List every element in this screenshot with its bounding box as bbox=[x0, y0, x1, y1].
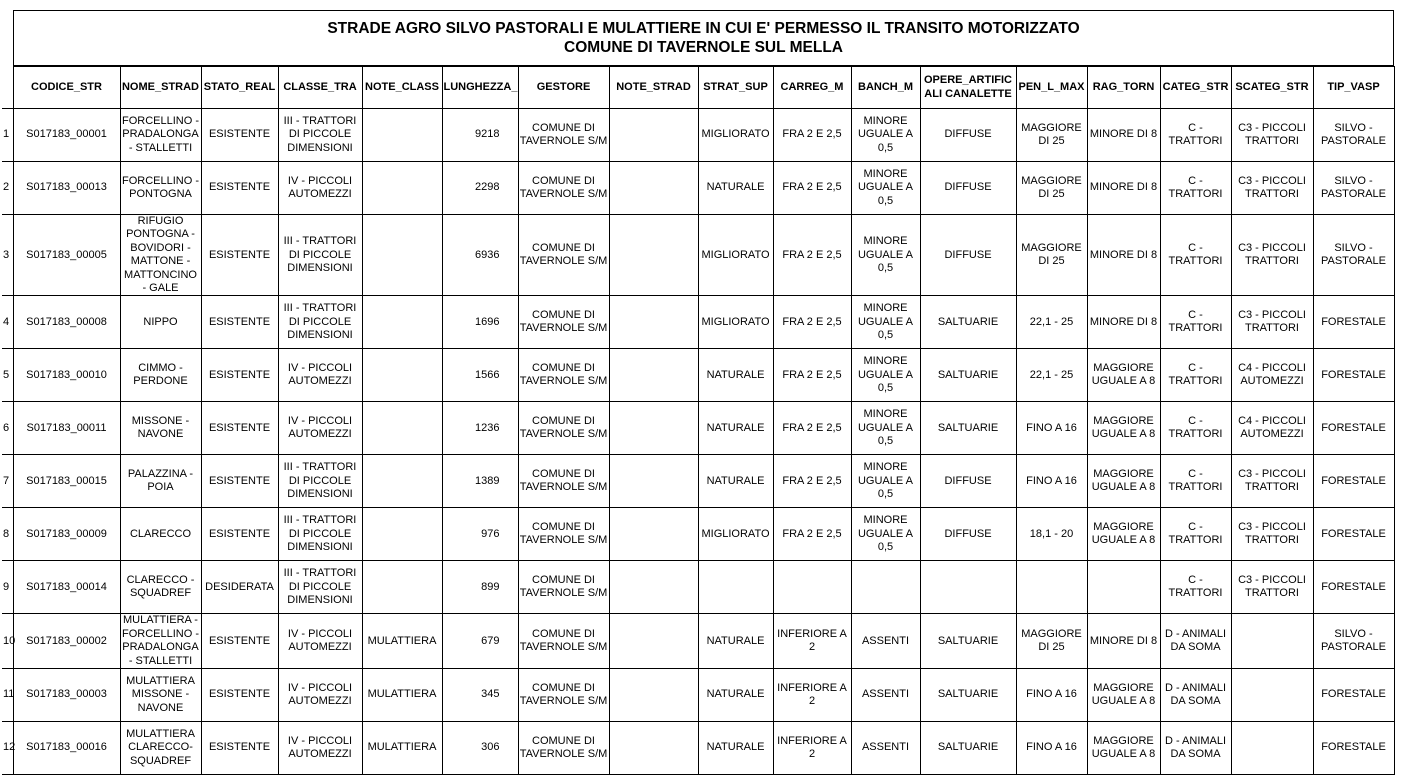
table-cell: ESISTENTE bbox=[201, 722, 278, 775]
table-cell: C - TRATTORI bbox=[1160, 109, 1231, 162]
table-cell bbox=[1231, 614, 1313, 669]
table-row bbox=[2, 109, 1394, 162]
table-cell: S017183_00001 bbox=[13, 109, 120, 162]
table-cell bbox=[609, 162, 698, 215]
table-cell: INFERIORE A 2 bbox=[773, 669, 851, 722]
document-subtitle: COMUNE DI TAVERNOLE SUL MELLA bbox=[564, 39, 843, 56]
table-row bbox=[2, 455, 1394, 508]
table-cell: SILVO - PASTORALE bbox=[1313, 109, 1394, 162]
table-cell: FRA 2 E 2,5 bbox=[773, 455, 851, 508]
table-cell: MINORE UGUALE A 0,5 bbox=[851, 402, 920, 455]
table-cell: MULATTIERA bbox=[362, 722, 442, 775]
table-cell: S017183_00015 bbox=[13, 455, 120, 508]
table-cell: FORESTALE bbox=[1313, 722, 1394, 775]
table-cell: C - TRATTORI bbox=[1160, 402, 1231, 455]
row-number: 7 bbox=[2, 455, 13, 508]
table-cell: FINO A 16 bbox=[1016, 669, 1087, 722]
table-cell: COMUNE DI TAVERNOLE S/M bbox=[518, 722, 609, 775]
table-cell: C - TRATTORI bbox=[1160, 508, 1231, 561]
table-cell: FRA 2 E 2,5 bbox=[773, 215, 851, 296]
table-cell: MINORE DI 8 bbox=[1087, 162, 1160, 215]
table-cell: MULATTIERA bbox=[362, 669, 442, 722]
table-cell: MAGGIORE UGUALE A 8 bbox=[1087, 455, 1160, 508]
table-cell bbox=[609, 508, 698, 561]
table-cell: S017183_00011 bbox=[13, 402, 120, 455]
table-cell bbox=[362, 561, 442, 614]
column-header: NOTE_STRAD bbox=[609, 67, 698, 109]
table-cell: MINORE DI 8 bbox=[1087, 296, 1160, 349]
table-cell: 1389 bbox=[442, 455, 518, 508]
table-cell: III - TRATTORI DI PICCOLE DIMENSIONI bbox=[278, 508, 362, 561]
column-header: TIP_VASP bbox=[1313, 67, 1394, 109]
table-cell: C - TRATTORI bbox=[1160, 162, 1231, 215]
table-cell: SILVO - PASTORALE bbox=[1313, 614, 1394, 669]
table-cell: 9218 bbox=[442, 109, 518, 162]
table-cell: MINORE DI 8 bbox=[1087, 109, 1160, 162]
table-cell: MIGLIORATO bbox=[698, 215, 773, 296]
table-cell: IV - PICCOLI AUTOMEZZI bbox=[278, 162, 362, 215]
table-cell: ESISTENTE bbox=[201, 669, 278, 722]
table-cell: COMUNE DI TAVERNOLE S/M bbox=[518, 162, 609, 215]
table-cell: COMUNE DI TAVERNOLE S/M bbox=[518, 402, 609, 455]
table-cell bbox=[362, 109, 442, 162]
row-number: 4 bbox=[2, 296, 13, 349]
table-cell: III - TRATTORI DI PICCOLE DIMENSIONI bbox=[278, 561, 362, 614]
column-header: STATO_REAL bbox=[201, 67, 278, 109]
row-number: 3 bbox=[2, 215, 13, 296]
table-cell: FRA 2 E 2,5 bbox=[773, 508, 851, 561]
table-cell: NATURALE bbox=[698, 402, 773, 455]
column-header: NOME_STRAD bbox=[120, 67, 201, 109]
table-cell: MIGLIORATO bbox=[698, 109, 773, 162]
table-cell: S017183_00009 bbox=[13, 508, 120, 561]
table-cell: COMUNE DI TAVERNOLE S/M bbox=[518, 455, 609, 508]
table-cell: FINO A 16 bbox=[1016, 455, 1087, 508]
table-cell: NATURALE bbox=[698, 455, 773, 508]
table-cell: MINORE UGUALE A 0,5 bbox=[851, 296, 920, 349]
table-cell: C3 - PICCOLI TRATTORI bbox=[1231, 296, 1313, 349]
table-cell: 2298 bbox=[442, 162, 518, 215]
table-cell bbox=[920, 561, 1016, 614]
table-cell: C4 - PICCOLI AUTOMEZZI bbox=[1231, 402, 1313, 455]
table-cell: III - TRATTORI DI PICCOLE DIMENSIONI bbox=[278, 296, 362, 349]
column-header: CLASSE_TRA bbox=[278, 67, 362, 109]
table-cell: S017183_00005 bbox=[13, 215, 120, 296]
table-cell: FORESTALE bbox=[1313, 561, 1394, 614]
table-cell bbox=[851, 561, 920, 614]
column-header: CODICE_STR bbox=[13, 67, 120, 109]
column-header: NOTE_CLASS bbox=[362, 67, 442, 109]
table-row bbox=[2, 722, 1394, 775]
table-cell: FORCELLINO - PRADALONGA - STALLETTI bbox=[120, 109, 201, 162]
table-cell: MINORE UGUALE A 0,5 bbox=[851, 109, 920, 162]
title-box bbox=[13, 10, 1394, 66]
table-cell bbox=[1231, 722, 1313, 775]
table-cell: IV - PICCOLI AUTOMEZZI bbox=[278, 722, 362, 775]
table-cell: NATURALE bbox=[698, 162, 773, 215]
header-row bbox=[2, 67, 1394, 109]
table-cell: 22,1 - 25 bbox=[1016, 296, 1087, 349]
table-cell: ASSENTI bbox=[851, 669, 920, 722]
table-cell: 306 bbox=[442, 722, 518, 775]
table-row bbox=[2, 561, 1394, 614]
column-header: GESTORE bbox=[518, 67, 609, 109]
column-header: CATEG_STR bbox=[1160, 67, 1231, 109]
table-cell: FINO A 16 bbox=[1016, 402, 1087, 455]
table-row bbox=[2, 614, 1394, 669]
table-cell bbox=[362, 349, 442, 402]
table-row bbox=[2, 215, 1394, 296]
table-cell: CIMMO - PERDONE bbox=[120, 349, 201, 402]
row-number: 6 bbox=[2, 402, 13, 455]
table-cell: C3 - PICCOLI TRATTORI bbox=[1231, 561, 1313, 614]
table-cell: SALTUARIE bbox=[920, 349, 1016, 402]
table-cell: ASSENTI bbox=[851, 722, 920, 775]
table-cell: IV - PICCOLI AUTOMEZZI bbox=[278, 349, 362, 402]
table-cell: S017183_00013 bbox=[13, 162, 120, 215]
table-cell: SILVO - PASTORALE bbox=[1313, 162, 1394, 215]
table-cell bbox=[698, 561, 773, 614]
table-cell: DIFFUSE bbox=[920, 215, 1016, 296]
table-cell: MAGGIORE DI 25 bbox=[1016, 162, 1087, 215]
table-cell bbox=[1087, 561, 1160, 614]
table-cell: COMUNE DI TAVERNOLE S/M bbox=[518, 215, 609, 296]
row-number: 1 bbox=[2, 109, 13, 162]
table-cell: NATURALE bbox=[698, 722, 773, 775]
table-cell bbox=[609, 349, 698, 402]
table-cell: MIGLIORATO bbox=[698, 508, 773, 561]
table-cell: ESISTENTE bbox=[201, 109, 278, 162]
table-cell bbox=[609, 296, 698, 349]
table-cell: D - ANIMALI DA SOMA bbox=[1160, 614, 1231, 669]
table-cell: CLARECCO - SQUADREF bbox=[120, 561, 201, 614]
table-cell bbox=[362, 296, 442, 349]
column-header: RAG_TORN bbox=[1087, 67, 1160, 109]
table-cell: 679 bbox=[442, 614, 518, 669]
table-cell: PALAZZINA - POIA bbox=[120, 455, 201, 508]
table-cell: IV - PICCOLI AUTOMEZZI bbox=[278, 402, 362, 455]
column-header: STRAT_SUP bbox=[698, 67, 773, 109]
column-header: OPERE_ARTIFIC ALI CANALETTE bbox=[920, 67, 1016, 109]
table-cell: IV - PICCOLI AUTOMEZZI bbox=[278, 669, 362, 722]
table-cell: MAGGIORE UGUALE A 8 bbox=[1087, 722, 1160, 775]
table-cell bbox=[773, 561, 851, 614]
table-cell: ESISTENTE bbox=[201, 162, 278, 215]
table-cell bbox=[1231, 669, 1313, 722]
table-cell bbox=[362, 402, 442, 455]
table-cell: MINORE UGUALE A 0,5 bbox=[851, 215, 920, 296]
table-cell: ESISTENTE bbox=[201, 508, 278, 561]
table-cell: NATURALE bbox=[698, 614, 773, 669]
table-cell: MINORE UGUALE A 0,5 bbox=[851, 455, 920, 508]
table-cell: ESISTENTE bbox=[201, 349, 278, 402]
table-cell: 345 bbox=[442, 669, 518, 722]
table-cell: 6936 bbox=[442, 215, 518, 296]
table-cell: ESISTENTE bbox=[201, 455, 278, 508]
table-cell: MINORE DI 8 bbox=[1087, 614, 1160, 669]
table-cell: DIFFUSE bbox=[920, 109, 1016, 162]
table-cell: III - TRATTORI DI PICCOLE DIMENSIONI bbox=[278, 215, 362, 296]
table-cell: IV - PICCOLI AUTOMEZZI bbox=[278, 614, 362, 669]
table-cell: COMUNE DI TAVERNOLE S/M bbox=[518, 109, 609, 162]
row-number: 10 bbox=[2, 614, 13, 669]
table-cell: 18,1 - 20 bbox=[1016, 508, 1087, 561]
table-cell: C3 - PICCOLI TRATTORI bbox=[1231, 215, 1313, 296]
table-cell: S017183_00003 bbox=[13, 669, 120, 722]
table-cell: 976 bbox=[442, 508, 518, 561]
table-cell: MAGGIORE UGUALE A 8 bbox=[1087, 508, 1160, 561]
table-cell: FINO A 16 bbox=[1016, 722, 1087, 775]
table-cell bbox=[1016, 561, 1087, 614]
table-row bbox=[2, 296, 1394, 349]
table-cell: NIPPO bbox=[120, 296, 201, 349]
column-header: LUNGHEZZA_ bbox=[442, 67, 518, 109]
table-cell bbox=[609, 614, 698, 669]
table-cell: COMUNE DI TAVERNOLE S/M bbox=[518, 349, 609, 402]
row-number: 5 bbox=[2, 349, 13, 402]
table-cell: MAGGIORE UGUALE A 8 bbox=[1087, 402, 1160, 455]
table-cell: FORESTALE bbox=[1313, 296, 1394, 349]
row-number: 8 bbox=[2, 508, 13, 561]
table-cell: MINORE UGUALE A 0,5 bbox=[851, 508, 920, 561]
table-cell: COMUNE DI TAVERNOLE S/M bbox=[518, 669, 609, 722]
table-cell: S017183_00002 bbox=[13, 614, 120, 669]
table-cell: COMUNE DI TAVERNOLE S/M bbox=[518, 561, 609, 614]
table-body bbox=[2, 109, 1394, 775]
table-cell: S017183_00014 bbox=[13, 561, 120, 614]
table-cell: MAGGIORE DI 25 bbox=[1016, 614, 1087, 669]
table-cell: INFERIORE A 2 bbox=[773, 614, 851, 669]
table-cell: S017183_00016 bbox=[13, 722, 120, 775]
table-cell: MISSONE - NAVONE bbox=[120, 402, 201, 455]
table-cell: ESISTENTE bbox=[201, 215, 278, 296]
table-cell: ESISTENTE bbox=[201, 614, 278, 669]
table-cell: INFERIORE A 2 bbox=[773, 722, 851, 775]
table-cell: MINORE UGUALE A 0,5 bbox=[851, 349, 920, 402]
row-number: 9 bbox=[2, 561, 13, 614]
table-cell: SALTUARIE bbox=[920, 722, 1016, 775]
table-cell: NATURALE bbox=[698, 349, 773, 402]
table-cell: III - TRATTORI DI PICCOLE DIMENSIONI bbox=[278, 109, 362, 162]
table-cell: FRA 2 E 2,5 bbox=[773, 162, 851, 215]
table-cell: ESISTENTE bbox=[201, 402, 278, 455]
table-cell: MAGGIORE DI 25 bbox=[1016, 215, 1087, 296]
table-cell bbox=[609, 455, 698, 508]
table-cell: DIFFUSE bbox=[920, 508, 1016, 561]
table-cell: S017183_00008 bbox=[13, 296, 120, 349]
table-cell: DIFFUSE bbox=[920, 455, 1016, 508]
table-cell: CLARECCO bbox=[120, 508, 201, 561]
table-cell: FRA 2 E 2,5 bbox=[773, 402, 851, 455]
table-cell: RIFUGIO PONTOGNA - BOVIDORI - MATTONE - MATTONCINO - GALE bbox=[120, 215, 201, 296]
table-cell: 22,1 - 25 bbox=[1016, 349, 1087, 402]
column-header: CARREG_M bbox=[773, 67, 851, 109]
row-number-header bbox=[2, 67, 13, 109]
table-cell bbox=[362, 508, 442, 561]
table-cell: 1236 bbox=[442, 402, 518, 455]
row-number: 2 bbox=[2, 162, 13, 215]
table-cell bbox=[609, 561, 698, 614]
table-cell: MULATTIERA - FORCELLINO - PRADALONGA - STALLETTI bbox=[121, 614, 199, 667]
row-number: 11 bbox=[2, 669, 13, 722]
table-cell: MIGLIORATO bbox=[698, 296, 773, 349]
table-cell: 1696 bbox=[442, 296, 518, 349]
table-cell: COMUNE DI TAVERNOLE S/M bbox=[518, 614, 609, 669]
table-cell: FORESTALE bbox=[1313, 402, 1394, 455]
table-cell: FORESTALE bbox=[1313, 508, 1394, 561]
table-cell: FORESTALE bbox=[1313, 669, 1394, 722]
table-cell: C3 - PICCOLI TRATTORI bbox=[1231, 109, 1313, 162]
table-cell bbox=[609, 402, 698, 455]
table-cell: MULATTIERA CLARECCO- SQUADREF bbox=[120, 722, 201, 775]
table-cell: 1566 bbox=[442, 349, 518, 402]
table-row bbox=[2, 669, 1394, 722]
table-cell: MINORE UGUALE A 0,5 bbox=[851, 162, 920, 215]
table-cell: D - ANIMALI DA SOMA bbox=[1160, 722, 1231, 775]
table-cell: FRA 2 E 2,5 bbox=[773, 109, 851, 162]
table-cell: S017183_00010 bbox=[13, 349, 120, 402]
table-cell: MULATTIERA bbox=[362, 614, 442, 669]
table-cell: DESIDERATA bbox=[201, 561, 278, 614]
document-title: STRADE AGRO SILVO PASTORALI E MULATTIERE IN CUI E' PERMESSO IL TRANSITO MOTORIZZATO bbox=[327, 20, 1080, 37]
table-cell: MINORE DI 8 bbox=[1087, 215, 1160, 296]
table-cell: MAGGIORE UGUALE A 8 bbox=[1087, 669, 1160, 722]
table-cell: ESISTENTE bbox=[201, 296, 278, 349]
table-cell: FRA 2 E 2,5 bbox=[773, 296, 851, 349]
table-cell: C - TRATTORI bbox=[1160, 215, 1231, 296]
table-cell: COMUNE DI TAVERNOLE S/M bbox=[518, 296, 609, 349]
table-cell: C3 - PICCOLI TRATTORI bbox=[1231, 162, 1313, 215]
table-cell: C - TRATTORI bbox=[1160, 455, 1231, 508]
table-cell bbox=[362, 162, 442, 215]
table-cell: 899 bbox=[442, 561, 518, 614]
table-cell bbox=[609, 109, 698, 162]
column-header: BANCH_M bbox=[851, 67, 920, 109]
table-cell: SALTUARIE bbox=[920, 296, 1016, 349]
row-number: 12 bbox=[2, 722, 13, 775]
table-cell bbox=[362, 455, 442, 508]
table-cell bbox=[609, 215, 698, 296]
table-cell: C3 - PICCOLI TRATTORI bbox=[1231, 455, 1313, 508]
column-header: SCATEG_STR bbox=[1231, 67, 1313, 109]
table-cell: D - ANIMALI DA SOMA bbox=[1160, 669, 1231, 722]
table-cell: C3 - PICCOLI TRATTORI bbox=[1231, 508, 1313, 561]
table-cell: SALTUARIE bbox=[920, 402, 1016, 455]
table-row bbox=[2, 508, 1394, 561]
table-cell: DIFFUSE bbox=[920, 162, 1016, 215]
table-row bbox=[2, 402, 1394, 455]
table-cell bbox=[609, 669, 698, 722]
table-cell: C - TRATTORI bbox=[1160, 296, 1231, 349]
table-cell: SILVO - PASTORALE bbox=[1313, 215, 1394, 296]
table-row bbox=[2, 349, 1394, 402]
table-cell: SALTUARIE bbox=[920, 669, 1016, 722]
table-cell: C4 - PICCOLI AUTOMEZZI bbox=[1231, 349, 1313, 402]
table-cell: FRA 2 E 2,5 bbox=[773, 349, 851, 402]
table-cell: SALTUARIE bbox=[920, 614, 1016, 669]
table-cell bbox=[609, 722, 698, 775]
table-cell: ASSENTI bbox=[851, 614, 920, 669]
table-cell: MAGGIORE DI 25 bbox=[1016, 109, 1087, 162]
table-cell: FORESTALE bbox=[1313, 455, 1394, 508]
table-row bbox=[2, 162, 1394, 215]
roads-table bbox=[2, 66, 1395, 775]
table-cell: FORCELLINO - PONTOGNA bbox=[120, 162, 201, 215]
column-header: PEN_L_MAX bbox=[1016, 67, 1087, 109]
table-cell: FORESTALE bbox=[1313, 349, 1394, 402]
table-cell: NATURALE bbox=[698, 669, 773, 722]
table-cell bbox=[362, 215, 442, 296]
table-cell: COMUNE DI TAVERNOLE S/M bbox=[518, 508, 609, 561]
table-cell: C - TRATTORI bbox=[1160, 561, 1231, 614]
table-cell: C - TRATTORI bbox=[1160, 349, 1231, 402]
table-cell: MAGGIORE UGUALE A 8 bbox=[1087, 349, 1160, 402]
table-cell: III - TRATTORI DI PICCOLE DIMENSIONI bbox=[278, 455, 362, 508]
table-cell: MULATTIERA MISSONE - NAVONE bbox=[120, 669, 201, 722]
